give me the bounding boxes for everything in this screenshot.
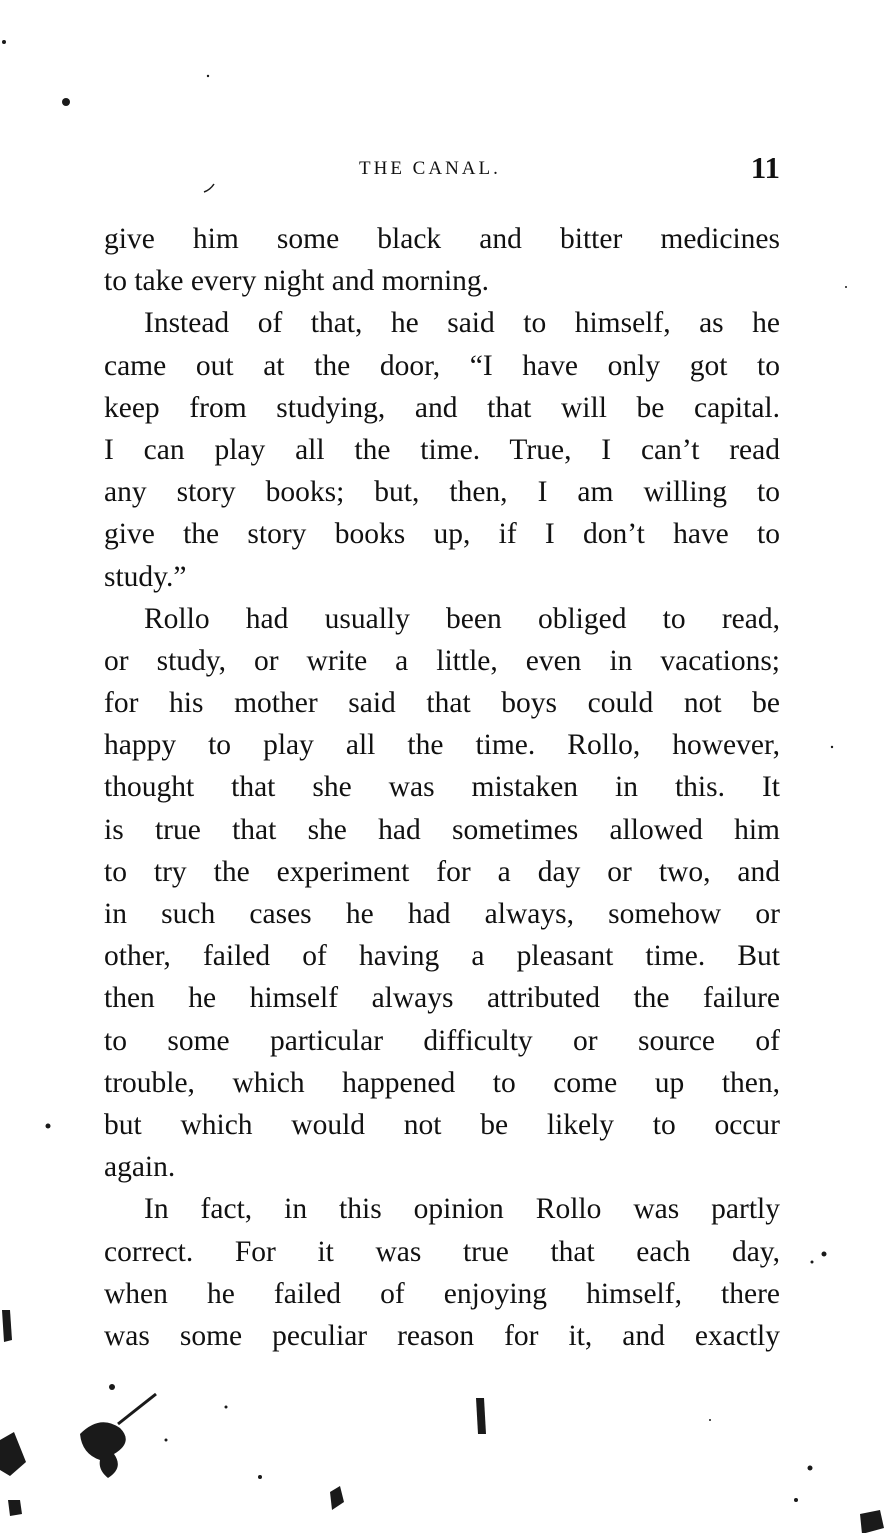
text-line: Instead of that, he said to himself, as he [144, 307, 780, 340]
running-head [104, 150, 780, 190]
text-line: to take every night and morning. [104, 265, 490, 298]
text-line: any story books; but, then, I am willing to [104, 476, 780, 509]
text-line: but which would not be likely to occur [104, 1108, 780, 1141]
text-line: happy to play all the time. Rollo, however, [104, 729, 780, 762]
text-line: or study, or write a little, even in vacations; [104, 644, 780, 677]
text-line: again. [104, 1151, 176, 1184]
text-line: trouble, which happened to come up then, [104, 1066, 780, 1099]
text-line: other, failed of having a pleasant time. But [104, 940, 780, 973]
text-line: keep from studying, and that will be capital. [104, 391, 780, 424]
text-line: give the story books up, if I don’t have to [104, 518, 780, 551]
text-line: was some peculiar reason for it, and exactly [104, 1319, 780, 1352]
text-line: for his mother said that boys could not be [104, 687, 780, 720]
text-line: in such cases he had always, somehow or [104, 898, 780, 930]
body-text [104, 218, 780, 1357]
text-line: correct. For it was true that each day, [104, 1235, 780, 1268]
text-line: thought that she was mistaken in this. It [104, 771, 780, 804]
text-line: to try the experiment for a day or two, and [104, 855, 780, 888]
text-line: I can play all the time. True, I can’t read [104, 433, 780, 466]
text-line: study.” [104, 560, 187, 593]
text-line: In fact, in this opinion Rollo was partly [144, 1193, 780, 1226]
text-line: when he failed of enjoying himself, there [104, 1277, 780, 1310]
text-line: to some particular difficulty or source of [104, 1024, 780, 1057]
text-line: Rollo had usually been obliged to read, [144, 602, 780, 635]
text-line: came out at the door, “I have only got to [104, 349, 780, 382]
text-line: is true that she had sometimes allowed him [104, 813, 780, 846]
page-number: 11 [750, 150, 780, 185]
text-line: then he himself always attributed the failure [104, 982, 780, 1015]
running-title: THE CANAL. [359, 158, 501, 179]
text-line: give him some black and bitter medicines [104, 223, 780, 255]
